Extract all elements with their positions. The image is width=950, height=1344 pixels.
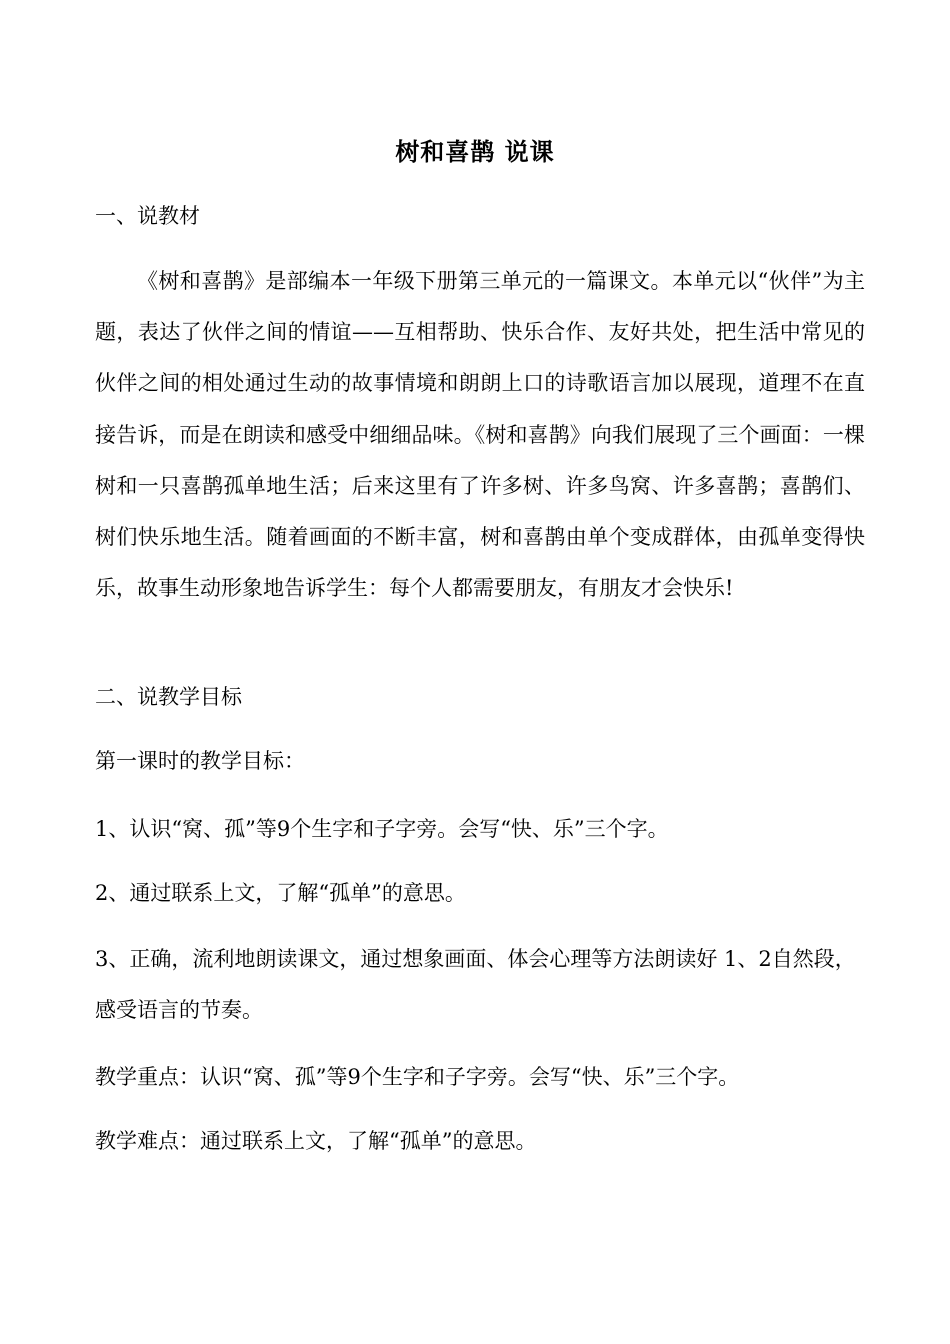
goal-item-1: 1、认识“窝、孤”等9个生字和子字旁。会写“快、乐”三个字。 <box>95 817 669 841</box>
goals-intro: 第一课时的教学目标： <box>95 749 305 773</box>
page-title: 树和喜鹊 说课 <box>395 137 555 166</box>
textbook-description-paragraph: 《树和喜鹊》是部编本一年级下册第三单元的一篇课文。本单元以“伙伴”为主题，表达了伙伴之间的情谊——互相帮助、快乐合作、友好共处，把生活中常见的伙伴之间的相处通过生动的故事情境和朗朗上口的诗歌语言加以展现，道理不在直接告诉，而是在朗读和感受中细细品味。《树和喜鹊》向我们展现了三个画面：一棵树和一只喜鹊孤单地生活；后来这里有了许多树、许多鸟窝、许多喜鹊；喜鹊们、树们快乐地生活。随着画面的不断丰富，树和喜鹊由单个变成群体，由孤单变得快乐，故事生动形象地告诉学生：每个人都需要朋友，有朋友才会快乐! <box>95 269 865 601</box>
difficulty: 教学难点：通过联系上文，了解“孤单”的意思。 <box>95 1129 537 1153</box>
section-heading-goals: 二、说教学目标 <box>95 685 242 709</box>
goal-item-3: 3、正确，流利地朗读课文，通过想象画面、体会心理等方法朗读好 1、2自然段，感受语言的节奏。 <box>95 947 856 1022</box>
goal-item-2: 2、通过联系上文，了解“孤单”的意思。 <box>95 881 466 905</box>
key-point: 教学重点：认识“窝、孤”等9个生字和子字旁。会写“快、乐”三个字。 <box>95 1065 740 1089</box>
section-heading-textbook: 一、说教材 <box>95 204 200 228</box>
